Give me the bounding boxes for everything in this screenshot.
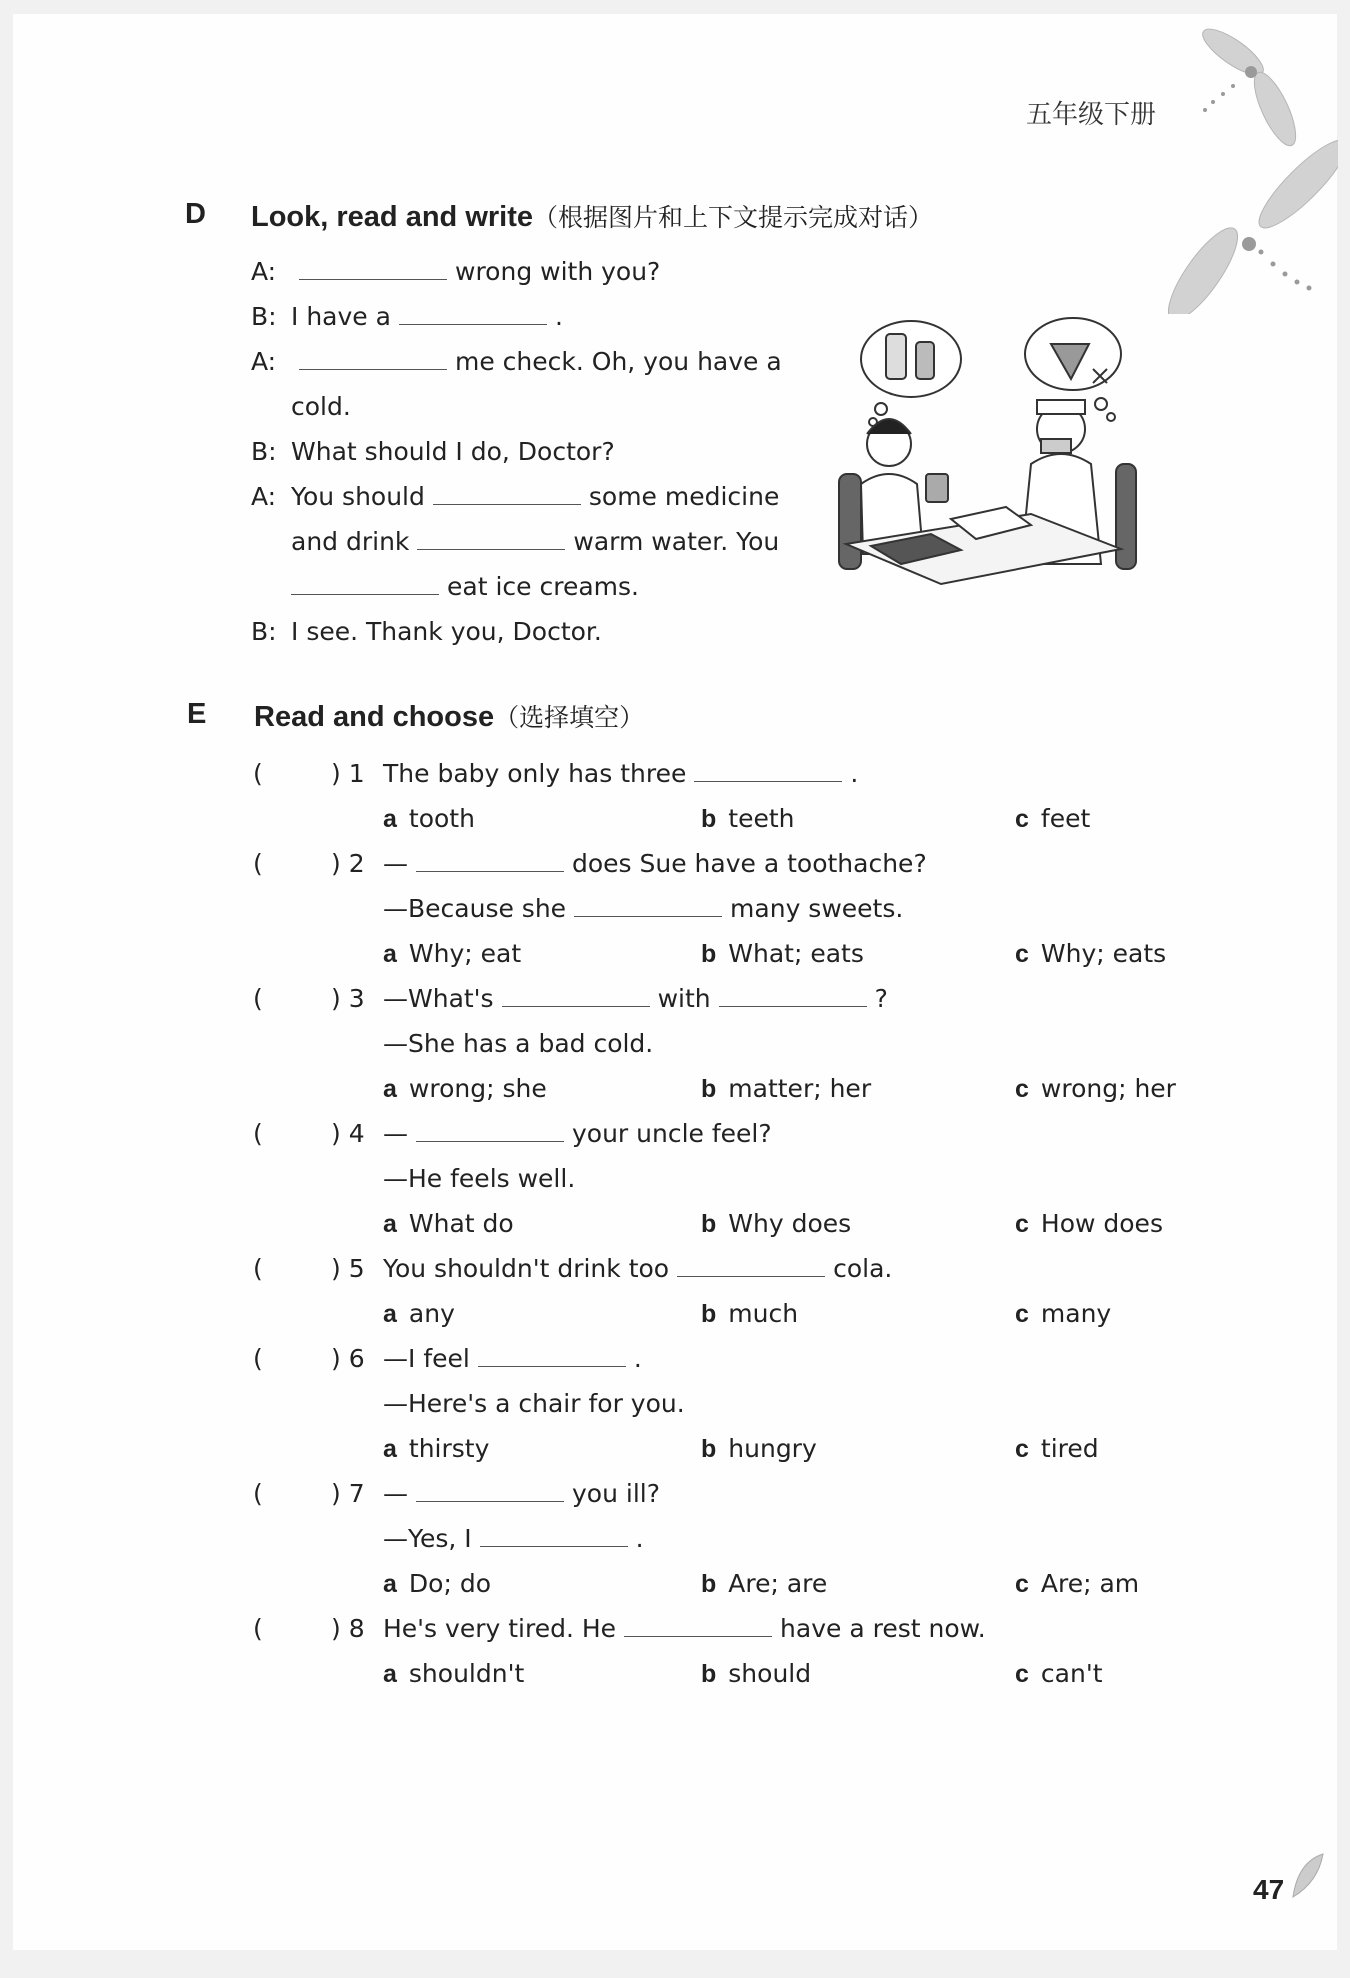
- option-c[interactable]: [1015, 1659, 1103, 1689]
- question-number: ) 1: [331, 759, 365, 788]
- option-text: wrong; she: [408, 1074, 547, 1103]
- option-letter: a: [383, 1570, 397, 1598]
- question-text: —: [383, 849, 408, 878]
- speaker: B:: [251, 617, 277, 646]
- question-text: You shouldn't drink too: [383, 1254, 670, 1283]
- option-letter: c: [1015, 805, 1029, 833]
- option-c[interactable]: [1015, 1569, 1139, 1599]
- option-a[interactable]: [383, 1074, 547, 1104]
- option-b[interactable]: [701, 1659, 811, 1689]
- question-text: .: [635, 1524, 644, 1553]
- question-text: .: [850, 759, 859, 788]
- option-letter: b: [701, 1300, 717, 1328]
- option-b[interactable]: [701, 1209, 851, 1239]
- question-text: —I feel: [383, 1344, 470, 1373]
- question-line: [383, 1389, 685, 1418]
- worksheet-page: [13, 14, 1337, 1950]
- speaker: A:: [251, 482, 277, 511]
- question-line: [383, 984, 888, 1013]
- dialogue-line: [251, 482, 779, 511]
- answer-parenthesis[interactable]: (: [253, 1479, 263, 1508]
- question-text: The baby only has three: [383, 759, 687, 788]
- dialogue-text: I have a: [291, 302, 391, 331]
- option-text: much: [728, 1299, 799, 1328]
- option-text: hungry: [728, 1434, 817, 1463]
- question-text: —Because she: [383, 894, 567, 923]
- answer-blank[interactable]: [416, 1119, 564, 1142]
- option-text: should: [728, 1659, 812, 1688]
- question-text: —She has a bad cold.: [383, 1029, 654, 1058]
- dialogue-text: What should I do, Doctor?: [291, 437, 615, 466]
- question-line: [383, 1524, 644, 1553]
- answer-blank[interactable]: [417, 527, 565, 550]
- option-letter: c: [1015, 1435, 1029, 1463]
- option-text: any: [408, 1299, 455, 1328]
- answer-blank[interactable]: [480, 1524, 628, 1547]
- option-letter: c: [1015, 1075, 1029, 1103]
- question-line: [383, 1119, 772, 1148]
- option-text: Why does: [728, 1209, 852, 1238]
- question-number: ) 2: [331, 849, 365, 878]
- question-line: [383, 894, 903, 923]
- question-line: [383, 849, 927, 878]
- option-letter: a: [383, 1660, 397, 1688]
- section-e-title: [254, 698, 644, 734]
- option-text: shouldn't: [408, 1659, 525, 1688]
- option-letter: a: [383, 940, 397, 968]
- question-line: [383, 1614, 986, 1643]
- option-letter: b: [701, 940, 717, 968]
- grade-label: 五年级下册: [1026, 100, 1157, 130]
- question-text: —: [383, 1479, 408, 1508]
- question-text: —He feels well.: [383, 1164, 576, 1193]
- option-a[interactable]: [383, 1434, 489, 1464]
- question-text: —What's: [383, 984, 494, 1013]
- option-text: tooth: [408, 804, 475, 833]
- option-text: What do: [408, 1209, 514, 1238]
- dialogue-line: [251, 257, 660, 286]
- option-text: Why; eats: [1040, 939, 1167, 968]
- answer-blank[interactable]: [416, 849, 564, 872]
- section-d-letter: D: [185, 198, 206, 230]
- option-letter: a: [383, 1435, 397, 1463]
- speaker: B:: [251, 437, 277, 466]
- option-text: thirsty: [408, 1434, 490, 1463]
- question-text: have a rest now.: [780, 1614, 986, 1643]
- question-number: ) 3: [331, 984, 365, 1013]
- option-b[interactable]: [701, 939, 864, 969]
- option-letter: b: [701, 1210, 717, 1238]
- option-c[interactable]: [1015, 1434, 1099, 1464]
- option-text: What; eats: [728, 939, 864, 968]
- option-letter: a: [383, 805, 397, 833]
- section-e-letter: E: [187, 698, 207, 730]
- dialogue-line: [251, 347, 782, 376]
- answer-blank[interactable]: [291, 572, 439, 595]
- question-text: many sweets.: [730, 894, 904, 923]
- option-letter: b: [701, 1075, 717, 1103]
- answer-blank[interactable]: [574, 894, 722, 917]
- option-b[interactable]: [701, 1569, 827, 1599]
- option-a[interactable]: [383, 1209, 514, 1239]
- dialogue-text: warm water. You: [573, 527, 780, 556]
- option-c[interactable]: [1015, 1209, 1163, 1239]
- question-line: [383, 1164, 575, 1193]
- option-text: Why; eat: [408, 939, 522, 968]
- option-letter: c: [1015, 940, 1029, 968]
- dialogue-text: some medicine: [588, 482, 780, 511]
- option-text: Are; are: [728, 1569, 828, 1598]
- option-b[interactable]: [701, 1434, 817, 1464]
- option-text: wrong; her: [1040, 1074, 1176, 1103]
- question-text: your uncle feel?: [572, 1119, 772, 1148]
- question-line: [383, 1254, 892, 1283]
- option-text: Do; do: [408, 1569, 491, 1598]
- option-a[interactable]: [383, 1299, 455, 1329]
- dialogue-line: [291, 572, 639, 601]
- answer-parenthesis[interactable]: (: [253, 1614, 263, 1643]
- section-d-title-cn: （根据图片和上下文提示完成对话）: [533, 203, 934, 232]
- dialogue-line: [251, 302, 563, 331]
- option-a[interactable]: [383, 1569, 491, 1599]
- dialogue-text: and drink: [291, 527, 410, 556]
- dialogue-text: You should: [291, 482, 425, 511]
- question-text: ?: [874, 984, 888, 1013]
- section-e-title-cn: （选择填空）: [494, 703, 645, 732]
- option-text: tired: [1040, 1434, 1099, 1463]
- dragonfly-decoration-icon: [1163, 14, 1338, 314]
- answer-blank[interactable]: [677, 1254, 825, 1277]
- question-text: cola.: [833, 1254, 893, 1283]
- dialogue-text: wrong with you?: [455, 257, 661, 286]
- question-text: He's very tired. He: [383, 1614, 617, 1643]
- section-e-title-en: Read and choose: [254, 701, 495, 733]
- option-c[interactable]: [1015, 939, 1166, 969]
- page-number: 47: [1253, 1874, 1285, 1905]
- leaf-decoration-icon: [1288, 1852, 1328, 1902]
- doctor-patient-illustration: [831, 314, 1151, 594]
- answer-blank[interactable]: [299, 257, 447, 280]
- dialogue-text: .: [554, 302, 563, 331]
- answer-parenthesis[interactable]: (: [253, 1254, 263, 1283]
- answer-blank[interactable]: [502, 984, 650, 1007]
- question-number: ) 5: [331, 1254, 365, 1283]
- question-line: [383, 759, 858, 788]
- answer-parenthesis[interactable]: (: [253, 759, 263, 788]
- answer-blank[interactable]: [299, 347, 447, 370]
- question-number: ) 4: [331, 1119, 365, 1148]
- option-text: Are; am: [1040, 1569, 1140, 1598]
- option-a[interactable]: [383, 939, 521, 969]
- speaker: A:: [251, 347, 277, 376]
- speaker: B:: [251, 302, 277, 331]
- option-a[interactable]: [383, 804, 475, 834]
- answer-parenthesis[interactable]: (: [253, 849, 263, 878]
- section-d-title-en: Look, read and write: [251, 201, 533, 233]
- option-letter: c: [1015, 1660, 1029, 1688]
- question-text: does Sue have a toothache?: [572, 849, 927, 878]
- question-text: —: [383, 1119, 408, 1148]
- answer-blank[interactable]: [416, 1479, 564, 1502]
- dialogue-text: I see. Thank you, Doctor.: [291, 617, 602, 646]
- option-text: How does: [1040, 1209, 1163, 1238]
- option-letter: a: [383, 1300, 397, 1328]
- option-letter: c: [1015, 1300, 1029, 1328]
- question-text: .: [633, 1344, 642, 1373]
- dialogue-line: [291, 392, 351, 421]
- question-number: ) 6: [331, 1344, 365, 1373]
- question-text: —Yes, I: [383, 1524, 472, 1553]
- option-letter: a: [383, 1210, 397, 1238]
- option-c[interactable]: [1015, 1074, 1176, 1104]
- dialogue-text: cold.: [291, 392, 351, 421]
- dialogue-text: me check. Oh, you have a: [455, 347, 782, 376]
- option-text: matter; her: [728, 1074, 872, 1103]
- dialogue-text: eat ice creams.: [447, 572, 639, 601]
- answer-blank[interactable]: [433, 482, 581, 505]
- question-line: [383, 1479, 660, 1508]
- option-letter: a: [383, 1075, 397, 1103]
- speaker: A:: [251, 257, 277, 286]
- question-line: [383, 1344, 642, 1373]
- answer-parenthesis[interactable]: (: [253, 1119, 263, 1148]
- option-letter: c: [1015, 1570, 1029, 1598]
- option-text: can't: [1040, 1659, 1103, 1688]
- option-letter: b: [701, 1435, 717, 1463]
- option-text: many: [1040, 1299, 1112, 1328]
- option-letter: b: [701, 1570, 717, 1598]
- option-letter: b: [701, 805, 717, 833]
- answer-blank[interactable]: [478, 1344, 626, 1367]
- option-b[interactable]: [701, 804, 795, 834]
- option-c[interactable]: [1015, 804, 1090, 834]
- option-b[interactable]: [701, 1074, 871, 1104]
- dialogue-line: [291, 527, 779, 556]
- answer-parenthesis[interactable]: (: [253, 1344, 263, 1373]
- answer-blank[interactable]: [399, 302, 547, 325]
- option-b[interactable]: [701, 1299, 798, 1329]
- option-c[interactable]: [1015, 1299, 1111, 1329]
- question-text: —Here's a chair for you.: [383, 1389, 685, 1418]
- option-letter: c: [1015, 1210, 1029, 1238]
- question-text: you ill?: [572, 1479, 660, 1508]
- option-letter: b: [701, 1660, 717, 1688]
- question-number: ) 7: [331, 1479, 365, 1508]
- question-number: ) 8: [331, 1614, 365, 1643]
- section-d-title: [251, 198, 933, 234]
- option-text: feet: [1040, 804, 1091, 833]
- answer-blank[interactable]: [694, 759, 842, 782]
- answer-blank[interactable]: [624, 1614, 772, 1637]
- question-text: with: [657, 984, 711, 1013]
- option-a[interactable]: [383, 1659, 524, 1689]
- question-line: [383, 1029, 653, 1058]
- dialogue-line: [251, 437, 615, 466]
- answer-parenthesis[interactable]: (: [253, 984, 263, 1013]
- option-text: teeth: [728, 804, 795, 833]
- dialogue-line: [251, 617, 602, 646]
- answer-blank[interactable]: [719, 984, 867, 1007]
